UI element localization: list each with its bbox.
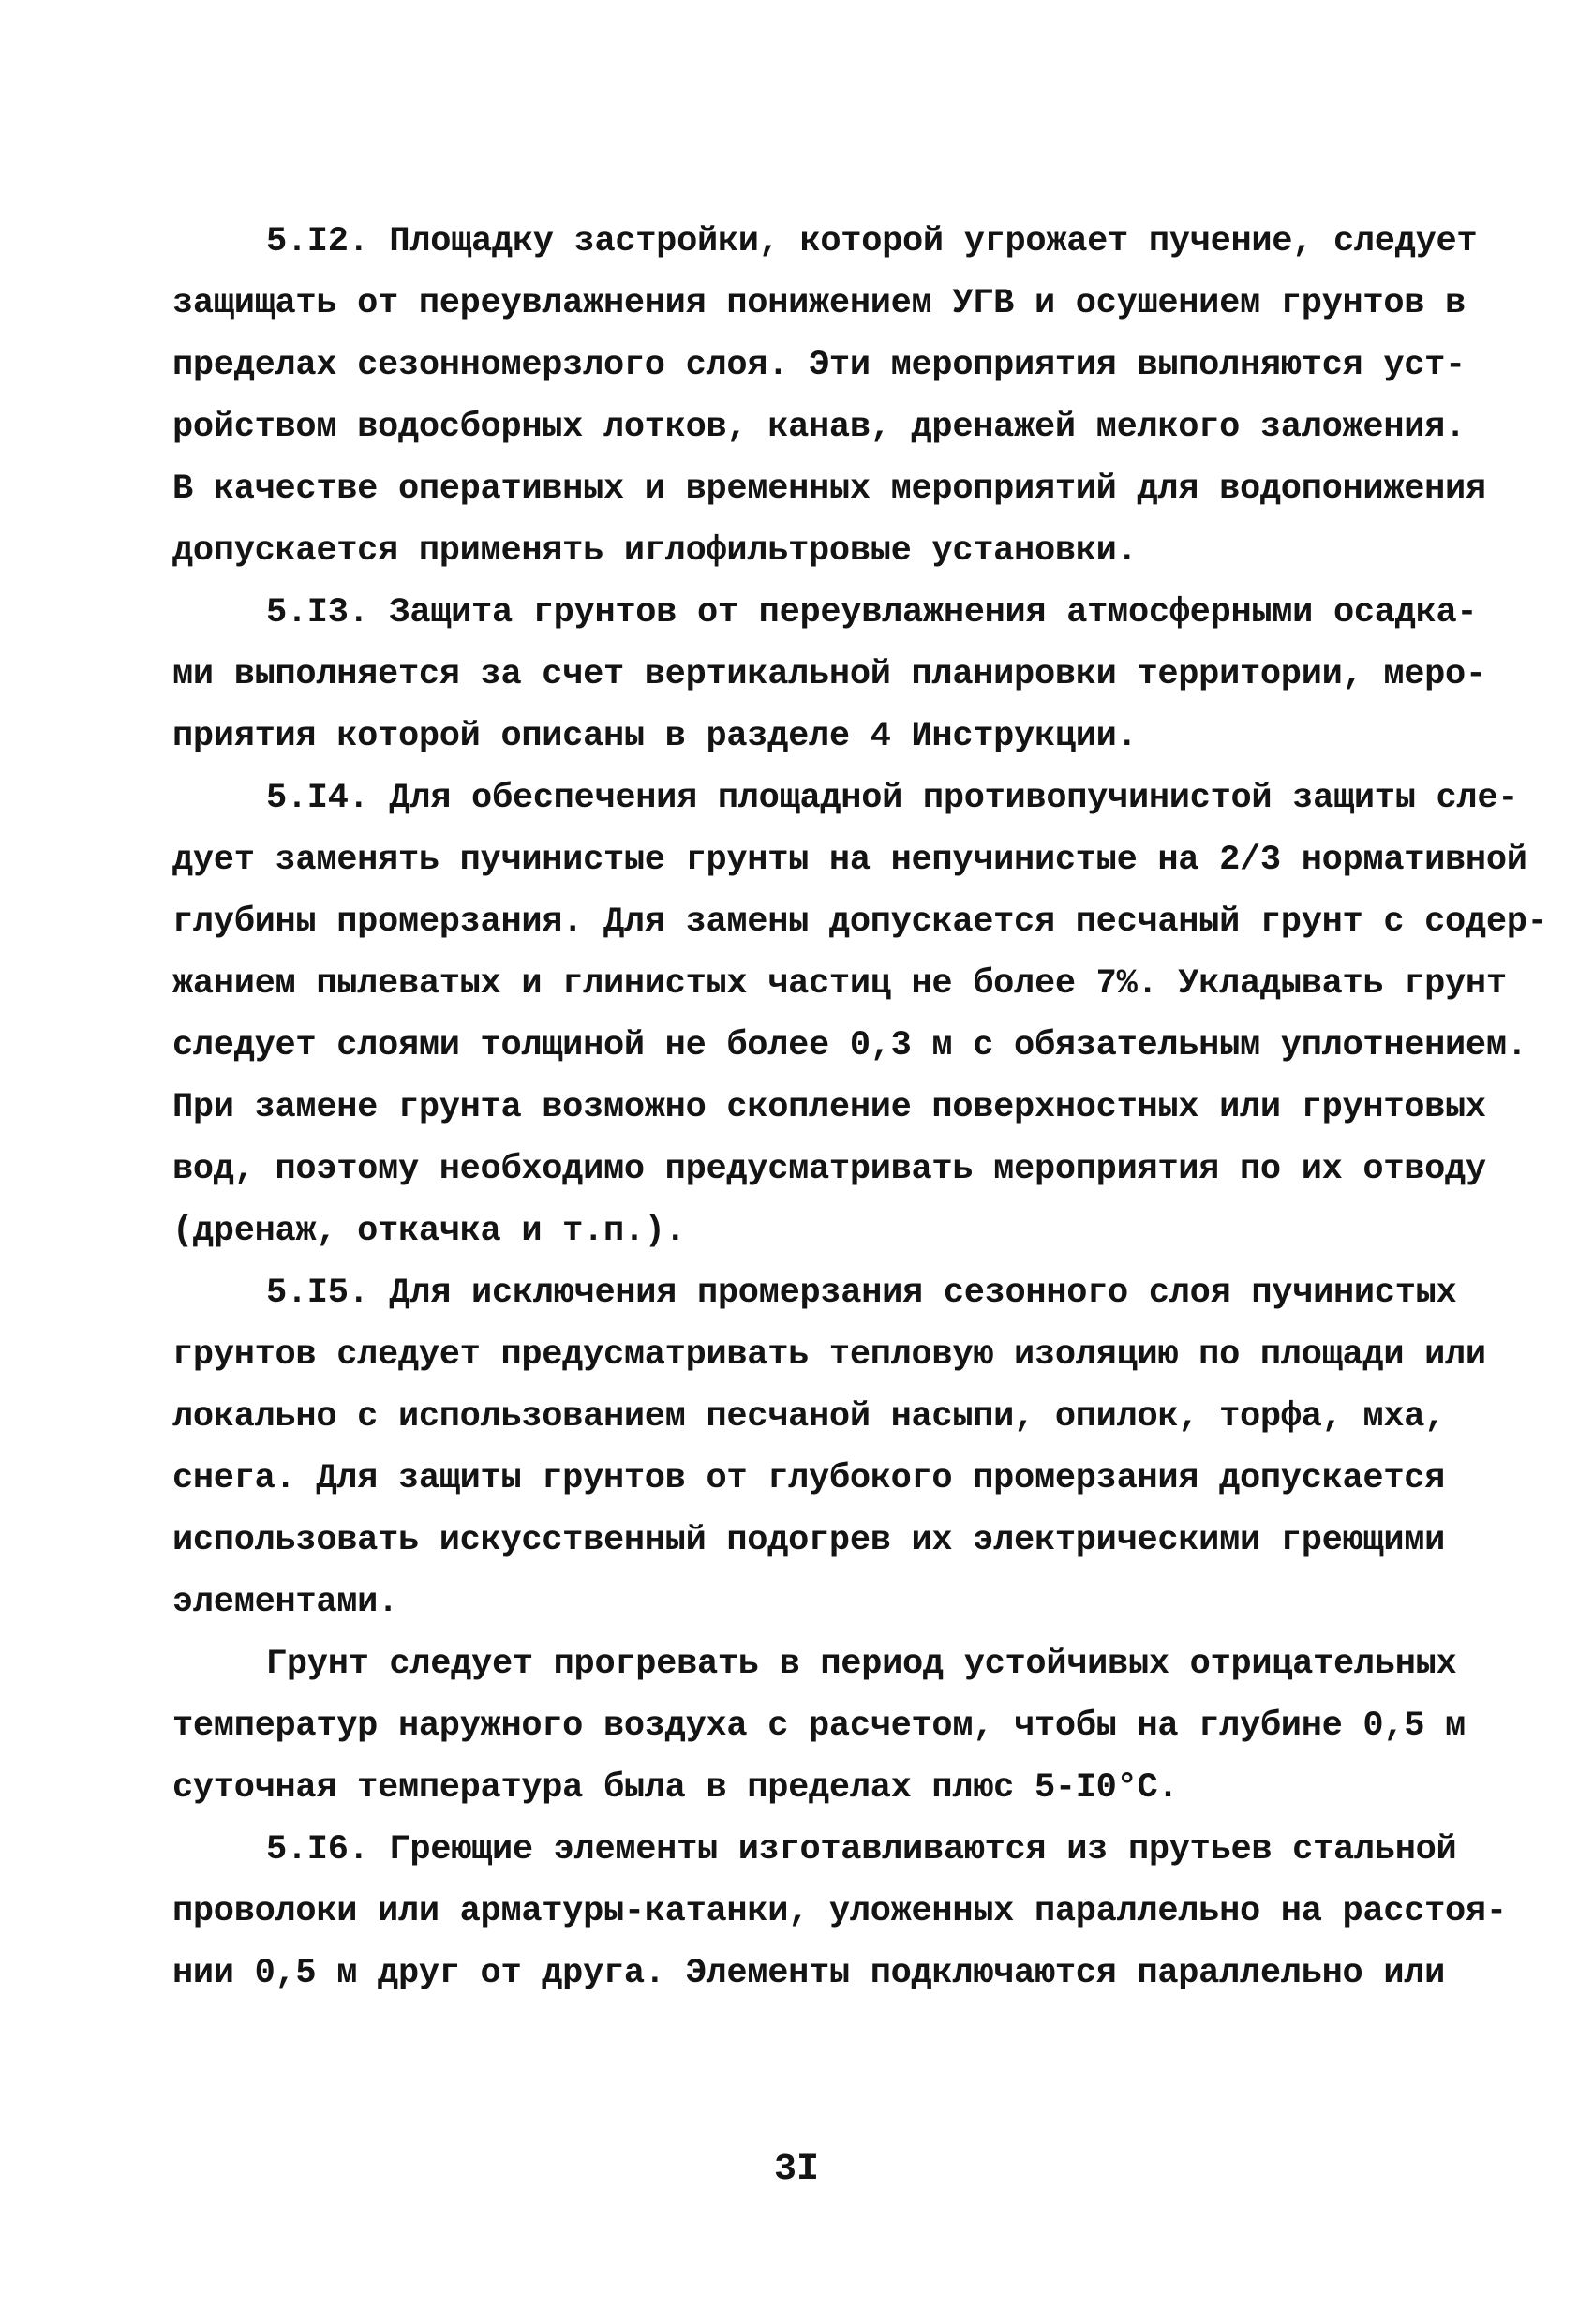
paragraph-5-13-line-1: 5.I3. Защита грунтов от переувлажнения атмосферными осадка-: [266, 593, 1478, 633]
paragraph-5-16-line-3: нии 0,5 м друг от друга. Элементы подключаются параллельно или: [172, 1954, 1446, 1993]
paragraph-5-12-line-5: В качестве оперативных и временных мероприятий для водопонижения: [172, 469, 1486, 509]
paragraph-5-14-line-8: (дренаж, откачка и т.п.).: [172, 1212, 686, 1251]
paragraph-5-12-line-6: допускается применять иглофильтровые установки.: [172, 531, 1138, 571]
paragraph-5-12-line-2: защищать от переувлажнения понижением УГВ и осушением грунтов в: [172, 284, 1466, 323]
paragraph-5-14-line-6: При замене грунта возможно скопление поверхностных или грунтовых: [172, 1088, 1486, 1127]
paragraph-5-14-line-2: дует заменять пучинистые грунты на непучинистые на 2/3 нормативной: [172, 841, 1527, 880]
paragraph-5-14-line-3: глубины промерзания. Для замены допускается песчаный грунт с содер-: [172, 902, 1548, 942]
paragraph-5-14-line-5: следует слоями толщиной не более 0,3 м с обязательным уплотнением.: [172, 1026, 1527, 1065]
paragraph-5-15-line-3: локально с использованием песчаной насыпи, опилок, торфа, мха,: [172, 1397, 1446, 1437]
paragraph-5-16-line-1: 5.I6. Греющие элементы изготавливаются из прутьев стальной: [266, 1830, 1457, 1870]
page-number: 3I: [773, 2149, 819, 2191]
paragraph-5-15-line-6: элементами.: [172, 1583, 398, 1622]
paragraph-heating-line-3: суточная температура была в пределах плюс 5-I0°С.: [172, 1768, 1179, 1808]
paragraph-5-14-line-4: жанием пылеватых и глинистых частиц не более 7%. Укладывать грунт: [172, 964, 1507, 1004]
paragraph-5-12-line-4: ройством водосборных лотков, канав, дренажей мелкого заложения.: [172, 408, 1466, 447]
paragraph-heating-line-1: Грунт следует прогревать в период устойчивых отрицательных: [266, 1645, 1457, 1684]
paragraph-5-15-line-4: снега. Для защиты грунтов от глубокого промерзания допускается: [172, 1459, 1446, 1498]
paragraph-5-13-line-3: приятия которой описаны в разделе 4 Инструкции.: [172, 717, 1138, 756]
paragraph-heating-line-2: температур наружного воздуха с расчетом, чтобы на глубине 0,5 м: [172, 1706, 1466, 1746]
paragraph-5-16-line-2: проволоки или арматуры-катанки, уложенных параллельно на расстоя-: [172, 1892, 1507, 1931]
paragraph-5-13-line-2: ми выполняется за счет вертикальной планировки территории, меро-: [172, 655, 1486, 694]
paragraph-5-12-line-3: пределах сезонномерзлого слоя. Эти мероприятия выполняются уст-: [172, 346, 1466, 385]
paragraph-5-12-line-1: 5.I2. Площадку застройки, которой угрожает пучение, следует: [266, 222, 1478, 261]
paragraph-5-15-line-2: грунтов следует предусматривать тепловую изоляцию по площади или: [172, 1335, 1486, 1375]
paragraph-5-15-line-1: 5.I5. Для исключения промерзания сезонного слоя пучинистых: [266, 1274, 1457, 1313]
paragraph-5-14-line-1: 5.I4. Для обеспечения площадной противопучинистой защиты сле-: [266, 779, 1519, 818]
paragraph-5-14-line-7: вод, поэтому необходимо предусматривать мероприятия по их отводу: [172, 1150, 1486, 1189]
paragraph-5-15-line-5: использовать искусственный подогрев их электрическими греющими: [172, 1521, 1446, 1560]
